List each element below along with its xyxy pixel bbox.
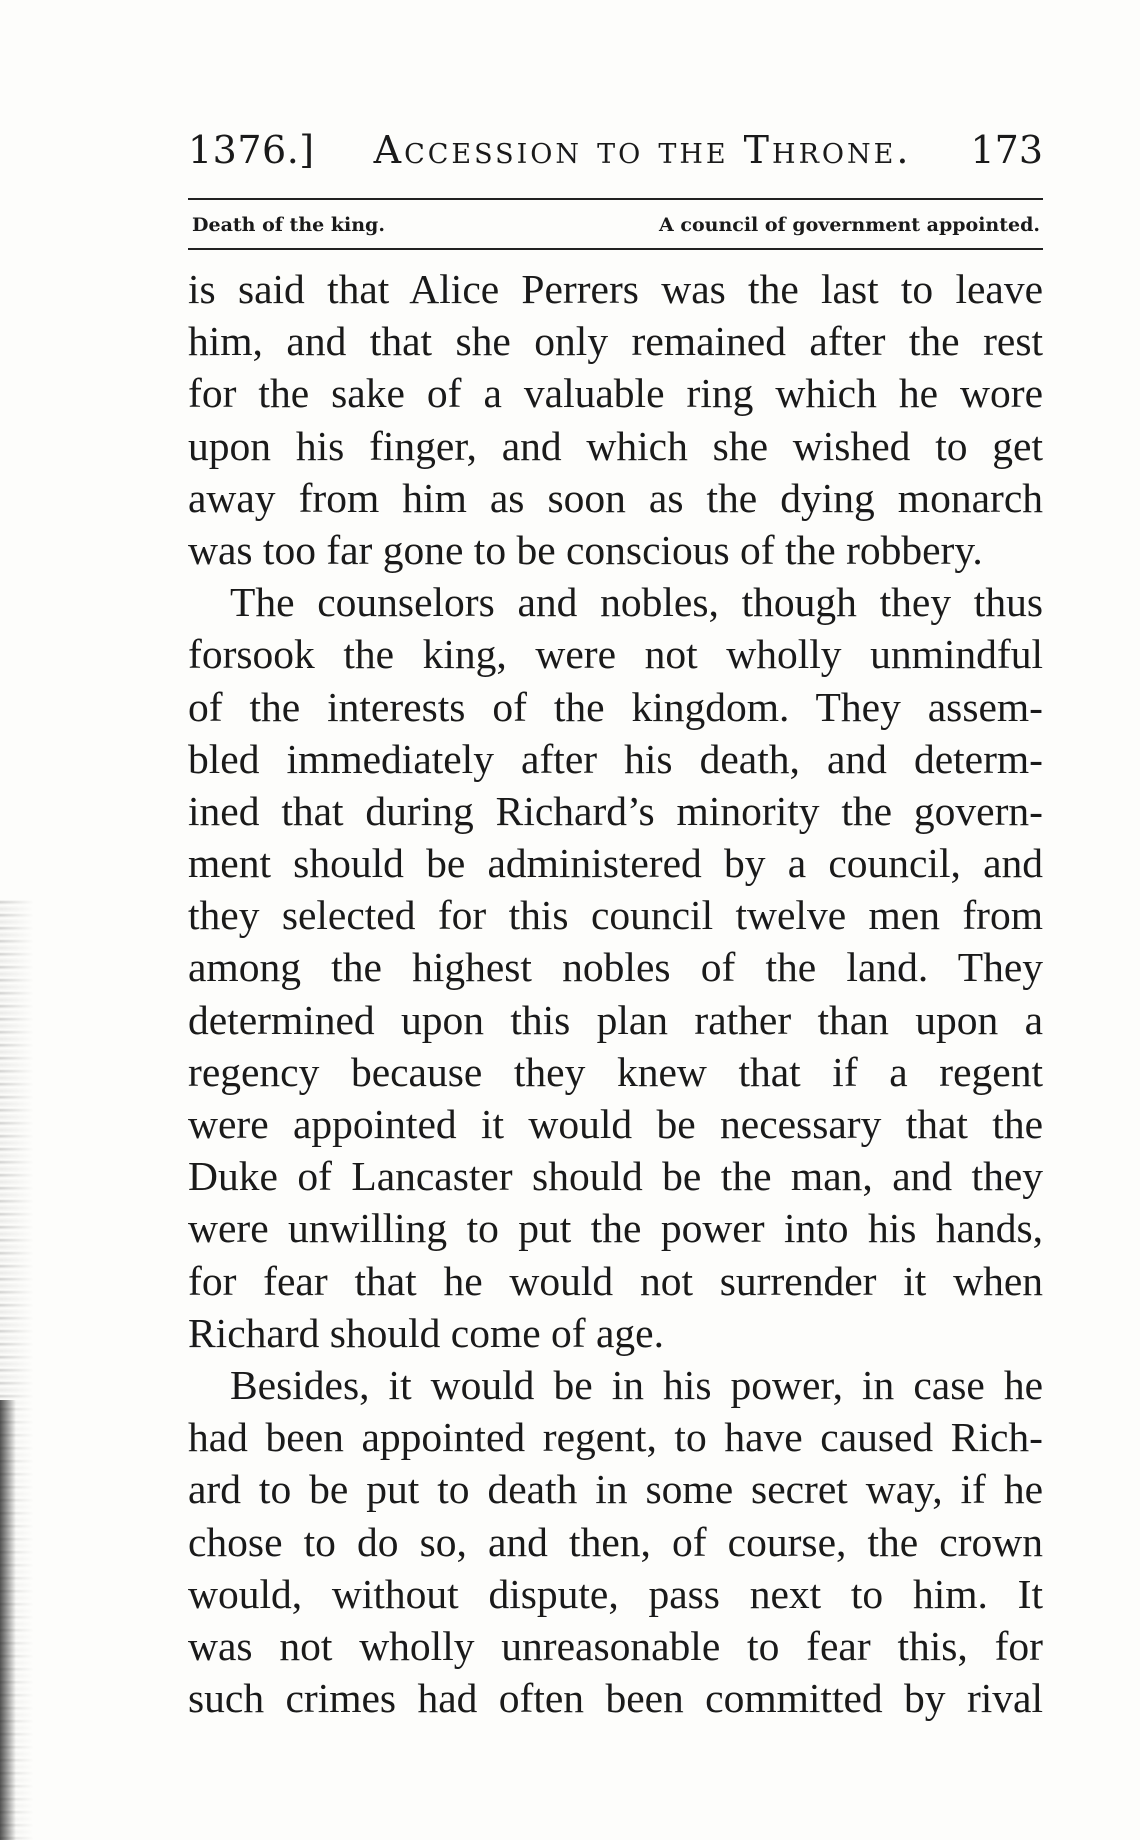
text-line: Duke of Lancaster should be the man, and they: [188, 1153, 1043, 1200]
text-line: were appointed it would be necessary that the: [188, 1101, 1043, 1147]
text-line: among the highest nobles of the land. They: [188, 944, 1043, 991]
text-line: such crimes had often been committed by rival: [188, 1675, 1043, 1722]
header-title: Accession to the Throne.: [373, 128, 912, 172]
header-rule-top: [188, 198, 1043, 200]
text-line: determined upon this plan rather than upon a: [188, 996, 1043, 1043]
text-line: Besides, it would be in his power, in case he: [230, 1361, 1043, 1408]
header-rule-bottom: [188, 248, 1043, 250]
header-year: 1376.]: [188, 128, 315, 172]
text-line: for fear that he would not surrender it when: [188, 1257, 1043, 1304]
text-line: of the interests of the kingdom. They assem-: [188, 683, 1043, 730]
binding-edge-dark: [0, 1400, 16, 1840]
text-line: was not wholly unreasonable to fear this, for: [188, 1622, 1043, 1669]
text-line: were unwilling to put the power into his hands,: [188, 1205, 1043, 1252]
side-note-right: A council of government appointed.: [659, 214, 1040, 236]
text-line: is said that Alice Perrers was the last to leave: [188, 266, 1043, 312]
text-line: Richard should come of age.: [188, 1309, 664, 1356]
side-notes: [192, 208, 1040, 242]
text-line: ment should be administered by a council, and: [188, 840, 1043, 887]
text-line: ard to be put to death in some secret way, if he: [188, 1466, 1043, 1513]
text-line: ined that during Richard’s minority the govern-: [188, 787, 1043, 834]
text-line: regency because they knew that if a regent: [188, 1048, 1043, 1095]
text-line: The counselors and nobles, though they thus: [230, 579, 1043, 626]
text-line: they selected for this council twelve men from: [188, 892, 1043, 939]
text-line: for the sake of a valuable ring which he wore: [188, 370, 1043, 417]
running-head: [188, 128, 1043, 188]
text-line: was too far gone to be conscious of the robbery.: [188, 526, 983, 573]
text-line: had been appointed regent, to have caused Rich-: [188, 1414, 1043, 1461]
text-line: upon his finger, and which she wished to get: [188, 422, 1043, 469]
text-line: away from him as soon as the dying monarch: [188, 474, 1043, 521]
text-line: him, and that she only remained after the rest: [188, 318, 1043, 365]
side-note-left: Death of the king.: [192, 214, 385, 236]
body-text: [188, 263, 1043, 1724]
text-line: would, without dispute, pass next to him. It: [188, 1570, 1043, 1617]
text-line: bled immediately after his death, and determ-: [188, 735, 1043, 782]
page-number: 173: [970, 128, 1043, 172]
text-line: chose to do so, and then, of course, the crown: [188, 1518, 1043, 1565]
text-line: forsook the king, were not wholly unmindful: [188, 631, 1043, 678]
